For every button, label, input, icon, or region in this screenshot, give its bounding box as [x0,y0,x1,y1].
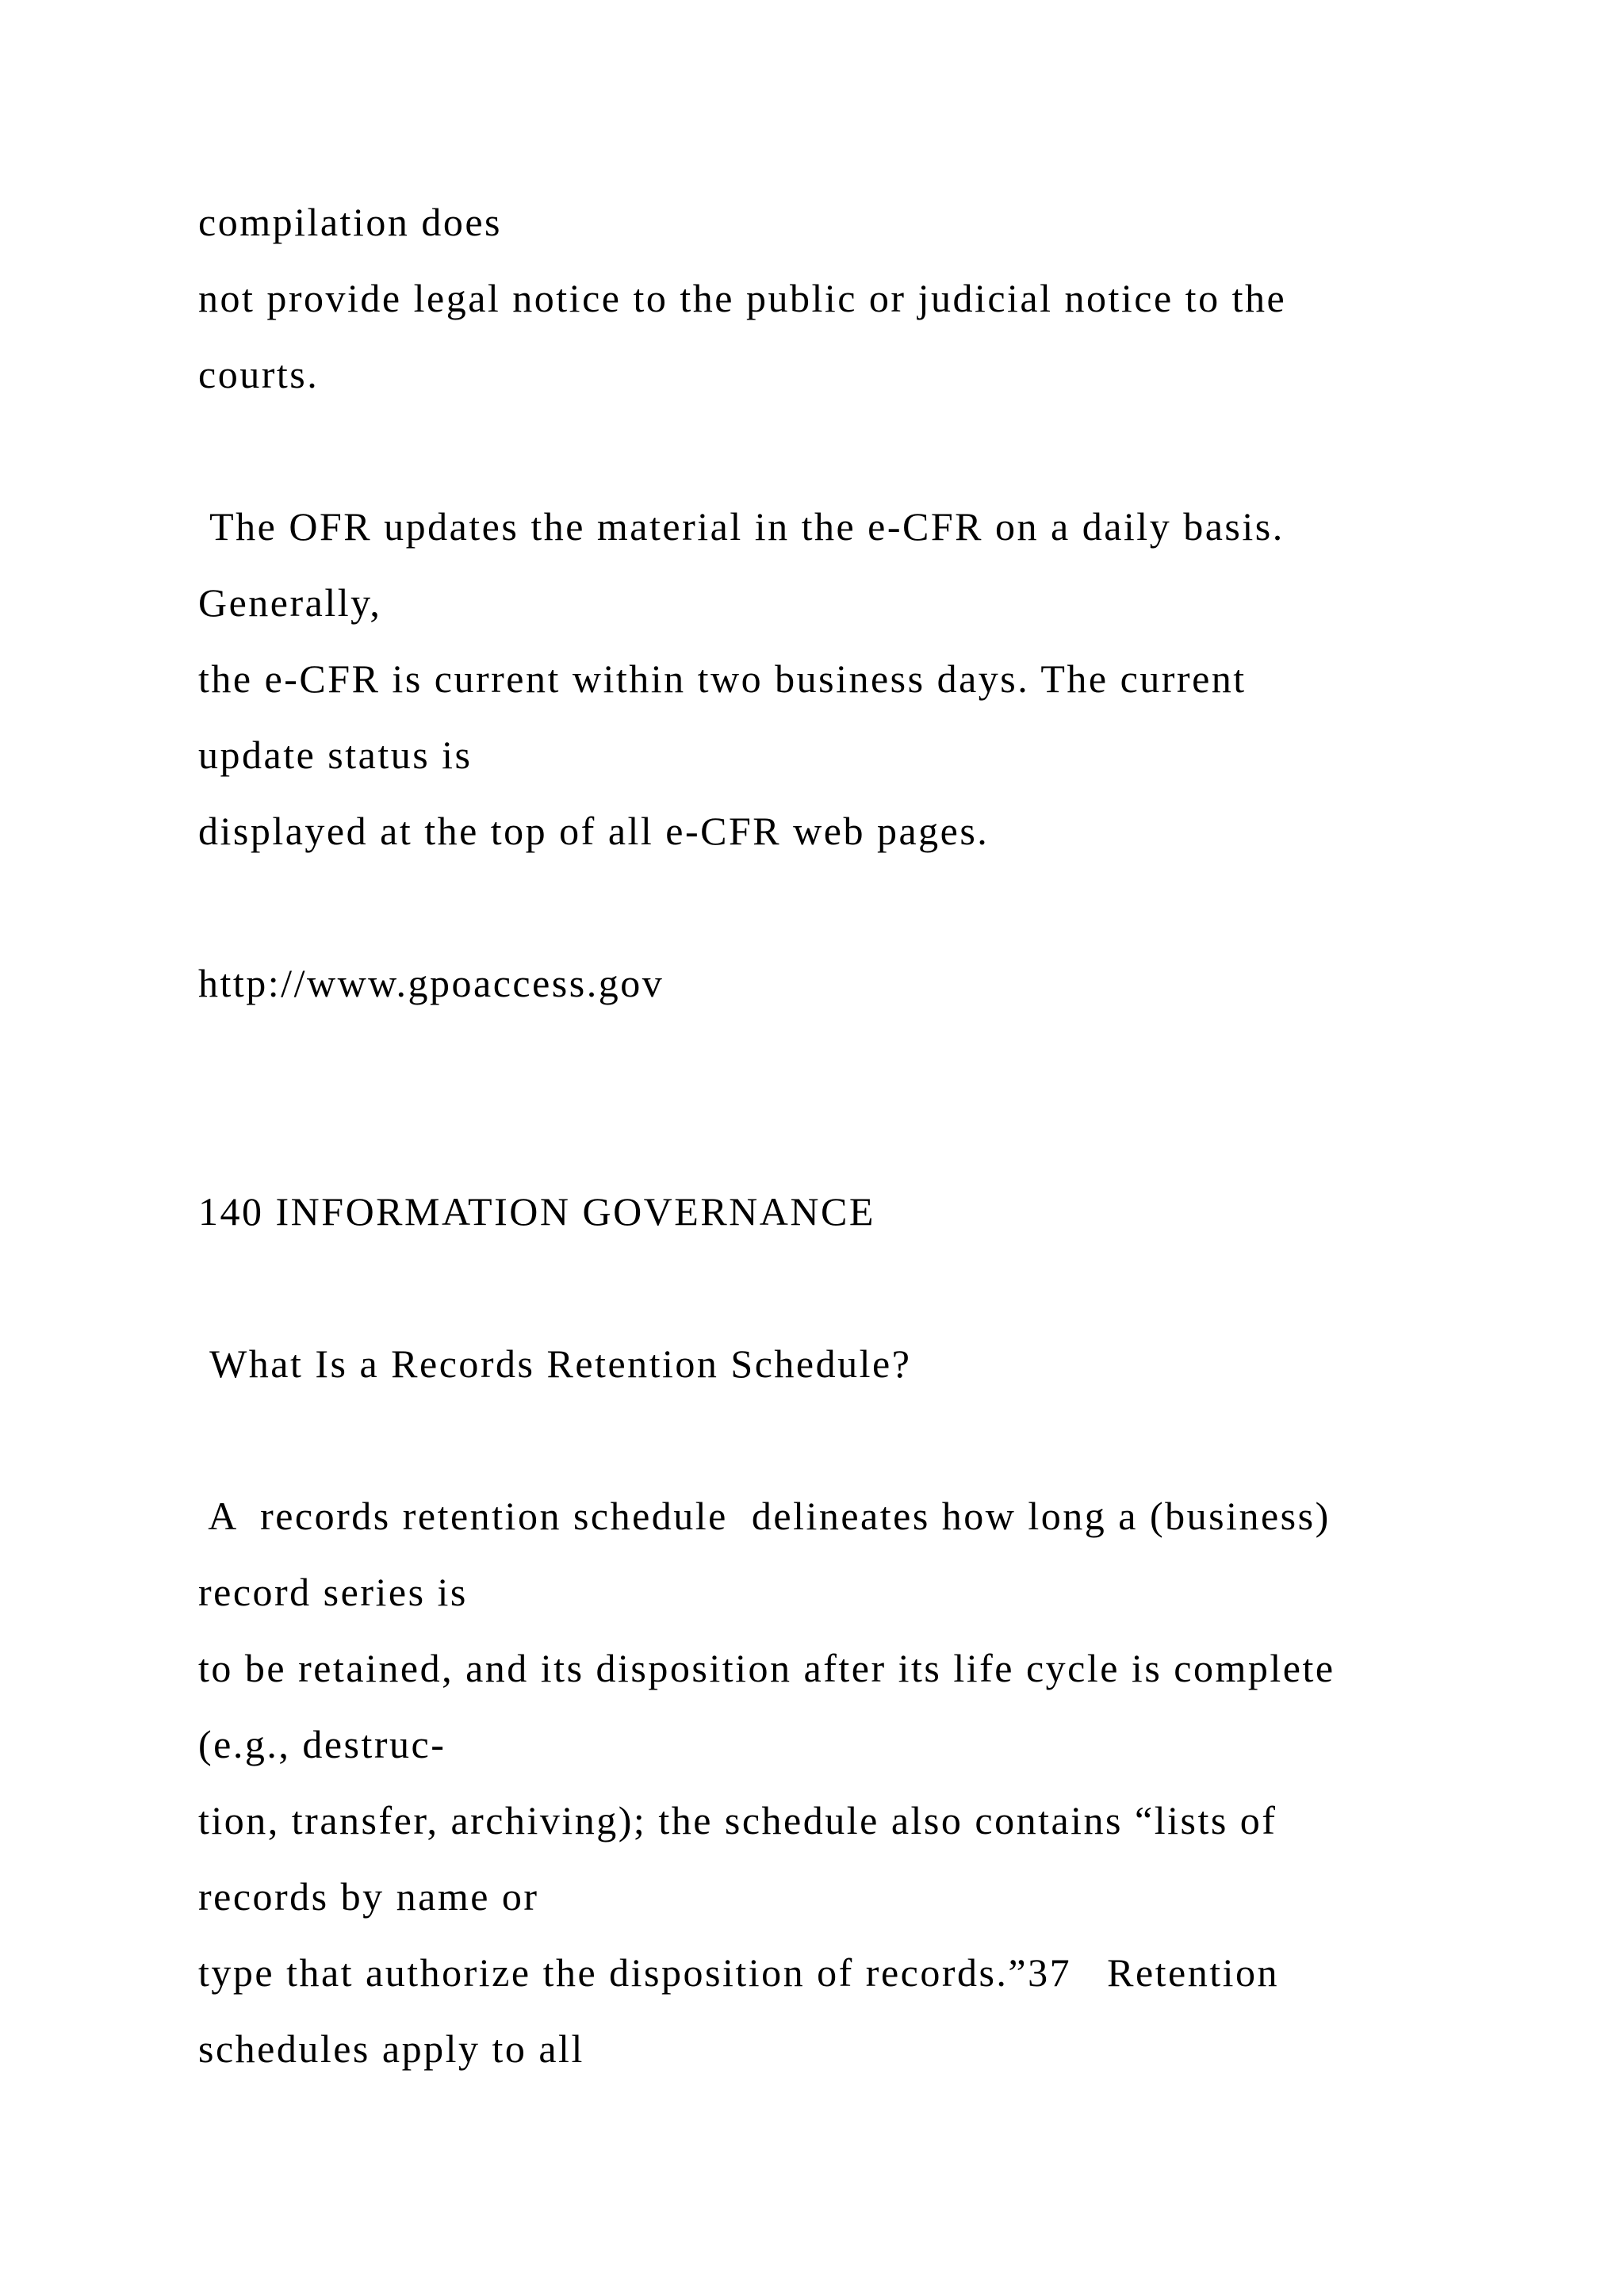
page-header: 140 INFORMATION GOVERNANCE [198,1189,875,1234]
text-line: to be retained, and its disposition after its life cycle is complete [198,1646,1335,1690]
text-line: schedules apply to all [198,2026,584,2071]
text-line: tion, transfer, archiving); the schedule also contains “lists of [198,1798,1277,1843]
text-line: update status is [198,733,473,777]
text-line: The OFR updates the material in the e-CFR on a daily basis. [198,504,1285,549]
text-line: Generally, [198,580,382,625]
text-line: compilation does [198,200,502,244]
text-line: not provide legal notice to the public or judicial notice to the [198,276,1287,320]
text-line: record series is [198,1570,468,1614]
url-line: http://www.gpoaccess.gov [198,961,665,1005]
text-line: the e-CFR is current within two business days. The current [198,656,1247,701]
text-line: records by name or [198,1874,539,1919]
text-line: courts. [198,352,320,396]
text-line: displayed at the top of all e-CFR web pages. [198,809,990,853]
text-line: (e.g., destruc- [198,1722,446,1766]
text-line: type that authorize the disposition of records.”37 Retention [198,1950,1280,1995]
section-heading: What Is a Records Retention Schedule? [198,1341,912,1386]
text-line: A records retention schedule delineates how long a (business) [198,1494,1331,1538]
